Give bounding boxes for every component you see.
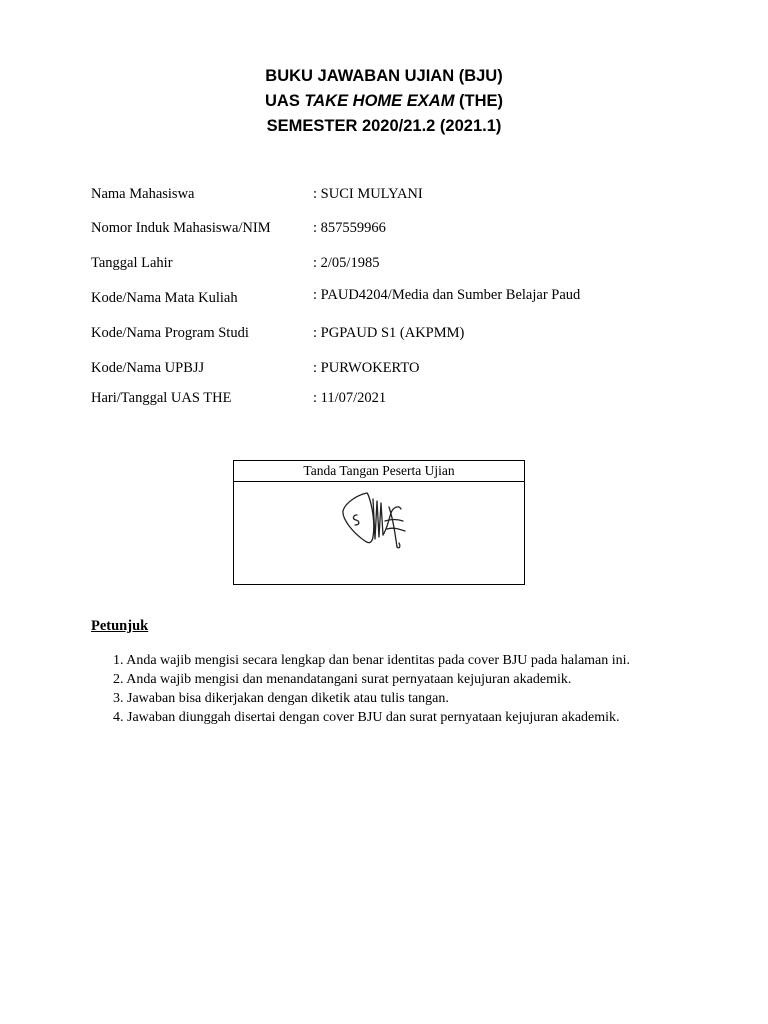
title-line-3: SEMESTER 2020/21.2 (2021.1) [266,117,502,135]
signature-box [233,460,525,585]
title-line-2-italic: TAKE HOME EXAM [304,92,455,110]
title-line-2-suffix: (THE) [454,92,504,110]
field-value: : 857559966 [313,220,386,236]
list-item: 4. Jawaban diunggah disertai dengan cover BJU dan surat pernyataan kejujuran akademik. [113,710,620,725]
field-label: Tanggal Lahir [91,255,173,271]
title-line-2-prefix: UAS [264,92,305,110]
list-item: 3. Jawaban bisa dikerjakan dengan diketik atau tulis tangan. [113,691,449,706]
field-value: : SUCI MULYANI [313,186,423,202]
list-item: 1. Anda wajib mengisi secara lengkap dan benar identitas pada cover BJU pada halaman ini. [113,653,631,668]
field-value: : 11/07/2021 [313,390,387,406]
field-value: : PURWOKERTO [313,360,420,376]
title-line-1: BUKU JAWABAN UJIAN (BJU) [265,67,503,85]
instructions-heading: Petunjuk [91,618,149,634]
list-item: 2. Anda wajib mengisi dan menandatangani surat pernyataan kejujuran akademik. [113,672,572,687]
instructions-list [113,651,630,727]
field-value: : PAUD4204/Media dan Sumber Belajar Paud [313,287,581,303]
field-label: Kode/Nama Mata Kuliah [91,290,238,306]
field-label: Nomor Induk Mahasiswa/NIM [91,220,271,236]
field-label: Kode/Nama UPBJJ [91,360,205,376]
field-value: : 2/05/1985 [313,255,380,271]
field-label: Nama Mahasiswa [91,186,195,202]
field-label: Hari/Tanggal UAS THE [91,390,232,406]
title-line-2 [0,92,768,111]
field-label: Kode/Nama Program Studi [91,325,249,341]
signature-image [339,489,429,557]
signature-heading: Tanda Tangan Peserta Ujian [234,461,524,482]
field-value: : PGPAUD S1 (AKPMM) [313,325,465,341]
